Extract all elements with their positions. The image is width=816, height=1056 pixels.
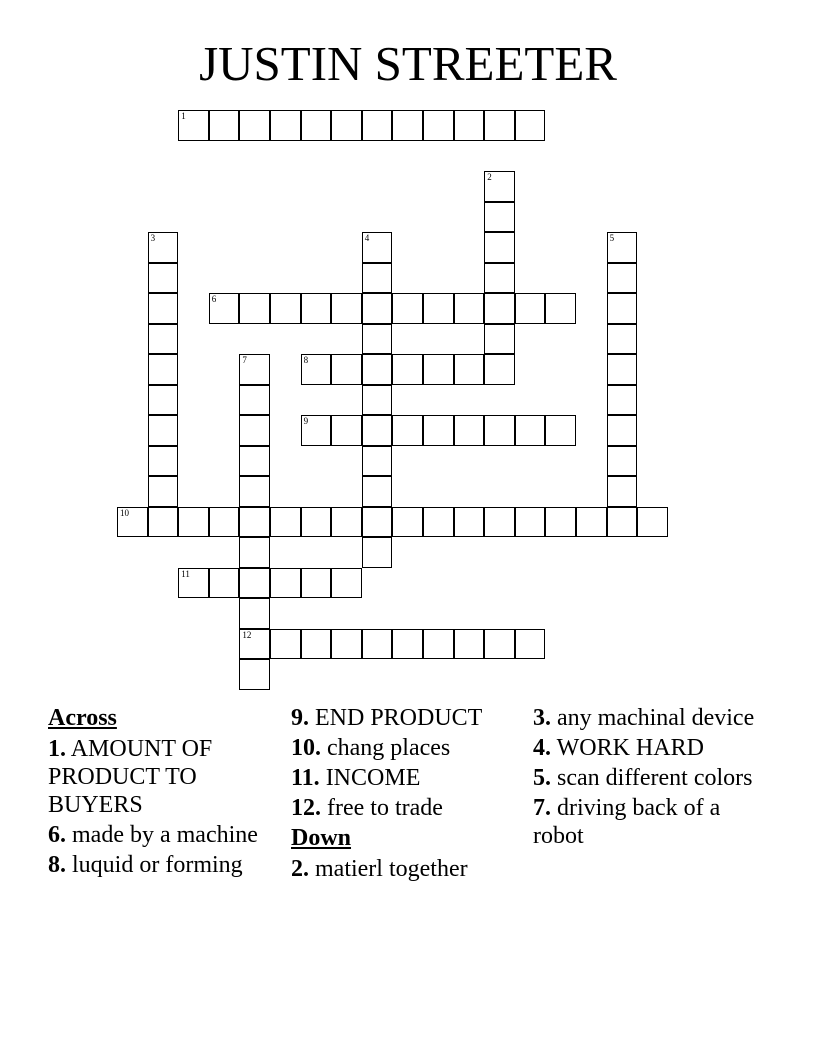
grid-cell[interactable] <box>148 354 179 385</box>
clue-down-4: 4. WORK HARD <box>533 735 704 761</box>
clue-across-12: 12. free to trade <box>291 795 443 821</box>
grid-cell[interactable] <box>454 110 485 141</box>
grid-cell[interactable] <box>362 324 393 355</box>
grid-cell[interactable] <box>607 263 638 294</box>
grid-cell[interactable] <box>484 232 515 263</box>
cell-number: 8 <box>303 355 309 365</box>
grid-cell[interactable] <box>515 110 546 141</box>
grid-cell[interactable] <box>239 385 270 416</box>
grid-cell[interactable] <box>239 537 270 568</box>
grid-cell[interactable] <box>209 293 240 324</box>
grid-cell[interactable] <box>454 293 485 324</box>
grid-cell[interactable] <box>239 293 270 324</box>
grid-cell[interactable] <box>270 629 301 660</box>
cell-number: 9 <box>303 416 309 426</box>
grid-cell[interactable] <box>239 446 270 477</box>
cell-number: 11 <box>181 568 190 579</box>
grid-cell[interactable] <box>484 171 515 202</box>
clue-down-7: 7. driving back of a robot <box>533 795 721 849</box>
grid-cell[interactable] <box>362 354 393 385</box>
grid-cell[interactable] <box>392 293 423 324</box>
grid-cell[interactable] <box>484 507 515 538</box>
grid-cell[interactable] <box>607 385 638 416</box>
grid-cell[interactable] <box>301 110 332 141</box>
grid-cell[interactable] <box>484 324 515 355</box>
clue-down-2: 2. matierl together <box>291 856 468 882</box>
grid-cell[interactable] <box>239 110 270 141</box>
clue-across-8: 8. luquid or forming <box>48 852 243 878</box>
grid-cell[interactable] <box>362 415 393 446</box>
grid-cell[interactable] <box>362 629 393 660</box>
grid-cell[interactable] <box>331 354 362 385</box>
grid-cell[interactable] <box>607 232 638 263</box>
clue-across-9: 9. END PRODUCT <box>291 705 483 731</box>
grid-cell[interactable] <box>484 354 515 385</box>
clue-across-1: 1. AMOUNT OF PRODUCT TO BUYERS <box>48 736 213 818</box>
grid-cell[interactable] <box>607 324 638 355</box>
grid-cell[interactable] <box>301 354 332 385</box>
grid-cell[interactable] <box>301 568 332 599</box>
grid-cell[interactable] <box>148 263 179 294</box>
clue-across-11: 11. INCOME <box>291 765 421 791</box>
grid-cell[interactable] <box>515 507 546 538</box>
grid-cell[interactable] <box>392 507 423 538</box>
clue-down-3: 3. any machinal device <box>533 705 755 731</box>
grid-cell[interactable] <box>576 507 607 538</box>
grid-cell[interactable] <box>454 507 485 538</box>
grid-cell[interactable] <box>239 568 270 599</box>
grid-cell[interactable] <box>239 507 270 538</box>
grid-cell[interactable] <box>607 415 638 446</box>
grid-cell[interactable] <box>270 568 301 599</box>
grid-cell[interactable] <box>423 507 454 538</box>
grid-cell[interactable] <box>484 415 515 446</box>
grid-cell[interactable] <box>148 232 179 263</box>
grid-cell[interactable] <box>362 476 393 507</box>
grid-cell[interactable] <box>178 507 209 538</box>
grid-cell[interactable] <box>178 568 209 599</box>
grid-cell[interactable] <box>392 629 423 660</box>
grid-cell[interactable] <box>270 293 301 324</box>
grid-cell[interactable] <box>148 385 179 416</box>
grid-cell[interactable] <box>301 415 332 446</box>
grid-cell[interactable] <box>148 415 179 446</box>
clue-across-10: 10. chang places <box>291 735 451 761</box>
grid-cell[interactable] <box>392 415 423 446</box>
grid-cell[interactable] <box>637 507 668 538</box>
puzzle-title: JUSTIN STREETER <box>199 36 617 91</box>
grid-cell[interactable] <box>454 415 485 446</box>
clues-column-2 <box>291 704 531 885</box>
grid-cell[interactable] <box>423 354 454 385</box>
grid-cell[interactable] <box>331 507 362 538</box>
grid-cell[interactable] <box>362 110 393 141</box>
cell-number: 1 <box>181 111 186 121</box>
grid-cell[interactable] <box>209 507 240 538</box>
grid-cell[interactable] <box>392 354 423 385</box>
grid-cell[interactable] <box>515 415 546 446</box>
grid-cell[interactable] <box>454 354 485 385</box>
clues-column-1 <box>48 704 288 881</box>
grid-cell[interactable] <box>148 293 179 324</box>
cell-number: 5 <box>609 233 615 243</box>
grid-cell[interactable] <box>209 110 240 141</box>
cell-number: 10 <box>120 507 129 518</box>
grid-cell[interactable] <box>484 110 515 141</box>
grid-cell[interactable] <box>331 293 362 324</box>
grid-cell[interactable] <box>484 629 515 660</box>
grid-cell[interactable] <box>484 263 515 294</box>
grid-cell[interactable] <box>331 629 362 660</box>
grid-cell[interactable] <box>301 629 332 660</box>
grid-cell[interactable] <box>239 415 270 446</box>
cell-number: 4 <box>364 233 370 243</box>
cell-number: 6 <box>211 294 217 304</box>
grid-cell[interactable] <box>392 110 423 141</box>
grid-cell[interactable] <box>423 415 454 446</box>
grid-cell[interactable] <box>515 293 546 324</box>
grid-cell[interactable] <box>331 110 362 141</box>
grid-cell[interactable] <box>301 507 332 538</box>
grid-cell[interactable] <box>178 110 209 141</box>
grid-cell[interactable] <box>362 232 393 263</box>
grid-cell[interactable] <box>148 446 179 477</box>
grid-cell[interactable] <box>362 507 393 538</box>
grid-cell[interactable] <box>545 415 576 446</box>
grid-cell[interactable] <box>423 110 454 141</box>
grid-cell[interactable] <box>607 446 638 477</box>
grid-cell[interactable] <box>607 476 638 507</box>
grid-cell[interactable] <box>270 507 301 538</box>
grid-cell[interactable] <box>423 293 454 324</box>
grid-cell[interactable] <box>545 293 576 324</box>
grid-cell[interactable] <box>607 293 638 324</box>
cell-number: 12 <box>242 629 252 640</box>
grid-cell[interactable] <box>239 354 270 385</box>
cell-number: 2 <box>487 172 492 182</box>
grid-cell[interactable] <box>607 507 638 538</box>
grid-cell[interactable] <box>301 293 332 324</box>
grid-cell[interactable] <box>454 629 485 660</box>
cell-number: 3 <box>150 233 156 243</box>
grid-cell[interactable] <box>607 354 638 385</box>
grid-cell[interactable] <box>362 263 393 294</box>
grid-cell[interactable] <box>545 507 576 538</box>
grid-cell[interactable] <box>362 446 393 477</box>
grid-cell[interactable] <box>117 507 148 538</box>
grid-cell[interactable] <box>209 568 240 599</box>
grid-cell[interactable] <box>148 507 179 538</box>
grid-cell[interactable] <box>239 659 270 690</box>
clue-across-6: 6. made by a machine <box>48 822 258 848</box>
grid-cell[interactable] <box>331 415 362 446</box>
grid-cell[interactable] <box>423 629 454 660</box>
grid-cell[interactable] <box>148 476 179 507</box>
grid-cell[interactable] <box>362 537 393 568</box>
grid-cell[interactable] <box>239 629 270 660</box>
grid-cell[interactable] <box>331 568 362 599</box>
grid-cell[interactable] <box>148 324 179 355</box>
grid-cell[interactable] <box>484 293 515 324</box>
grid-cell[interactable] <box>239 598 270 629</box>
cell-number: 7 <box>242 355 247 365</box>
grid-cell[interactable] <box>270 110 301 141</box>
down-heading: Down <box>291 825 352 851</box>
across-heading: Across <box>48 705 117 731</box>
grid-cell[interactable] <box>484 202 515 233</box>
grid-cell[interactable] <box>515 629 546 660</box>
grid-cell[interactable] <box>239 476 270 507</box>
grid-cell[interactable] <box>362 293 393 324</box>
clue-down-5: 5. scan different colors <box>533 765 753 791</box>
grid-cell[interactable] <box>362 385 393 416</box>
clues-column-3 <box>533 704 773 852</box>
